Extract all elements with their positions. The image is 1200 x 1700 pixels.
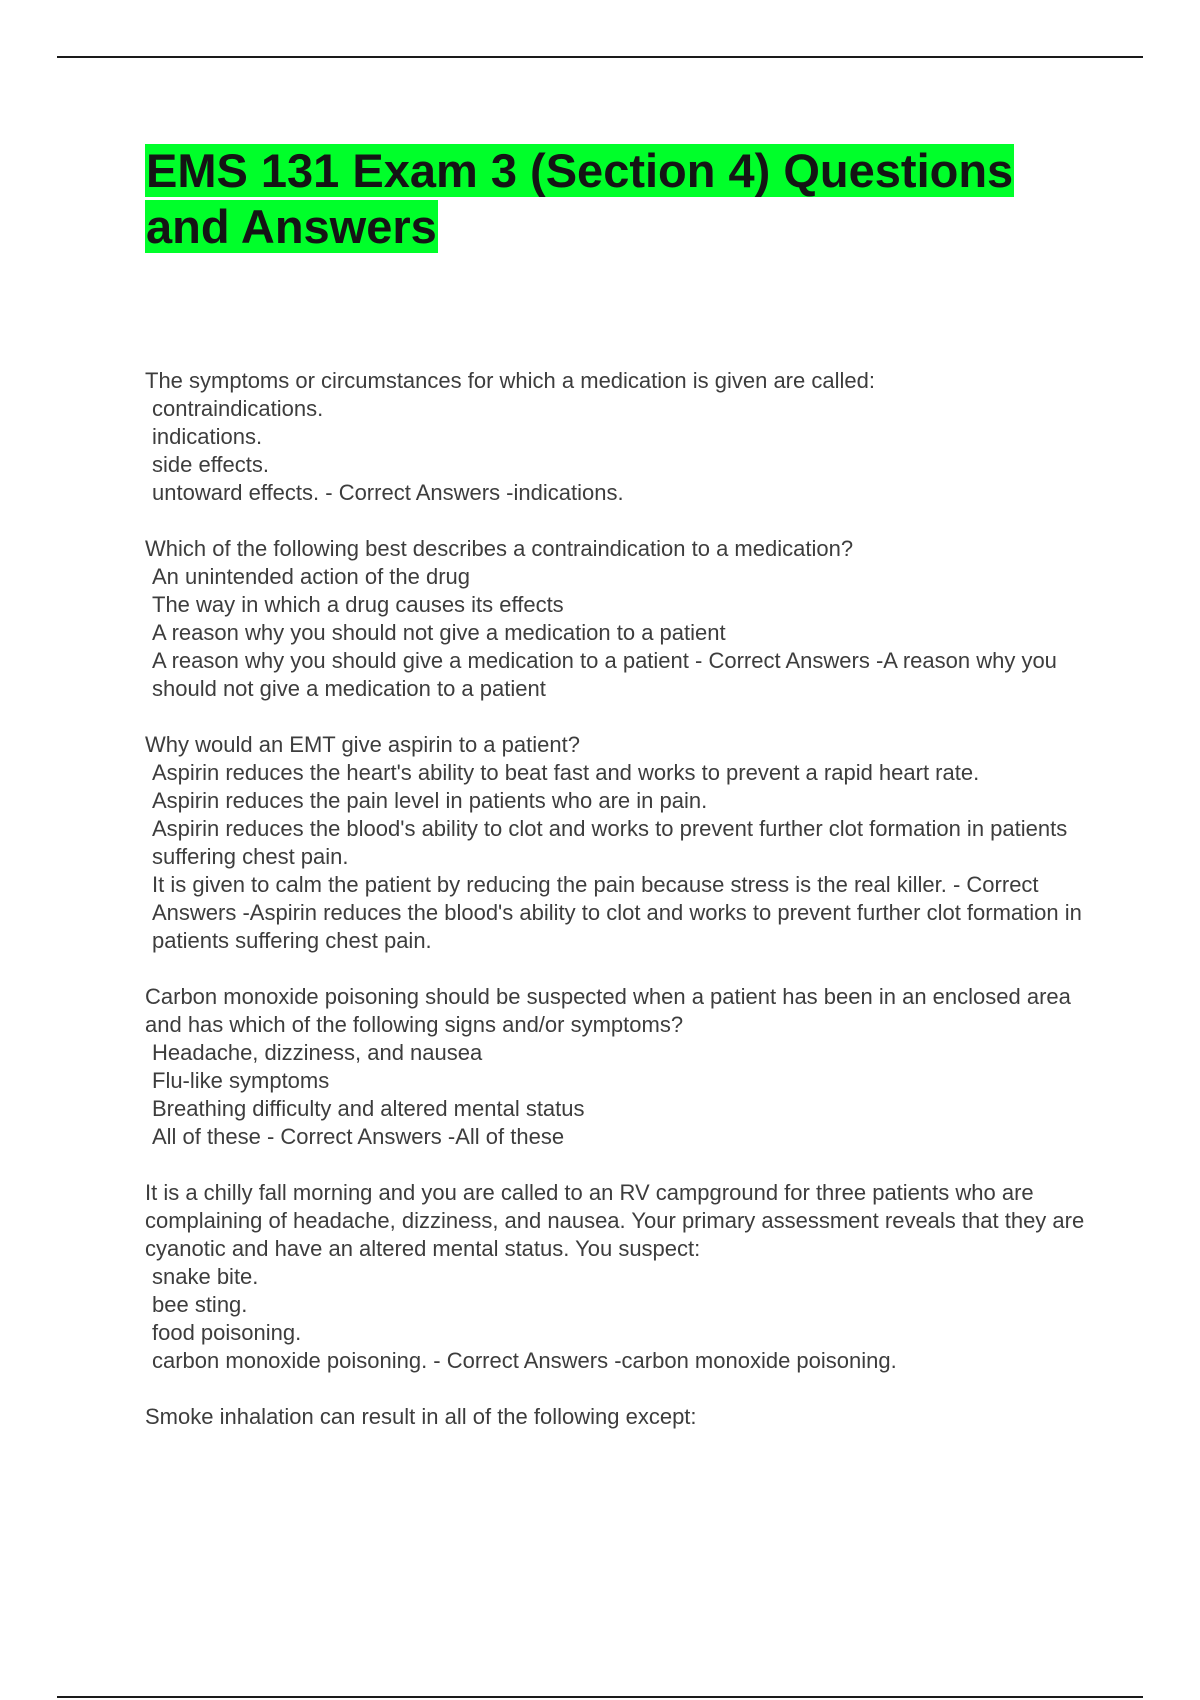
- answer-option-with-correct-answer: carbon monoxide poisoning. - Correct Answers -carbon monoxide poisoning.: [152, 1348, 897, 1373]
- answer-option: Breathing difficulty and altered mental status: [152, 1096, 585, 1121]
- answer-option: A reason why you should not give a medication to a patient: [152, 620, 726, 645]
- answer-option-with-correct-answer: A reason why you should give a medication to a patient - Correct Answers -A reason why you should not give a medication to a patient: [152, 648, 1057, 701]
- answer-option: Flu-like symptoms: [152, 1068, 330, 1093]
- question-text: Carbon monoxide poisoning should be suspected when a patient has been in an enclosed area and has which of the following signs and/or symptoms?: [145, 984, 1071, 1037]
- document-title: [145, 143, 1065, 255]
- question-text: It is a chilly fall morning and you are called to an RV campground for three patients who are complaining of headache, dizziness, and nausea. Your primary assessment reveals that they are cyanotic and have an altered mental status. You suspect:: [145, 1180, 1085, 1261]
- question-text: Why would an EMT give aspirin to a patient?: [145, 732, 580, 757]
- answer-option-with-correct-answer: It is given to calm the patient by reducing the pain because stress is the real killer. - Correct Answers -Aspirin reduces the blood's ability to clot and works to prevent further clot formation in patients suffering chest pain.: [152, 872, 1082, 953]
- question-list: [145, 367, 1085, 1459]
- document-title-text: EMS 131 Exam 3 (Section 4) Questions and Answers: [146, 144, 1014, 253]
- answer-option: food poisoning.: [152, 1320, 302, 1345]
- answer-option: Headache, dizziness, and nausea: [152, 1040, 483, 1065]
- header-rule: [57, 56, 1143, 58]
- answer-option: bee sting.: [152, 1292, 248, 1317]
- question-text: Which of the following best describes a contraindication to a medication?: [145, 536, 854, 561]
- answer-option: The way in which a drug causes its effects: [152, 592, 564, 617]
- question-text: The symptoms or circumstances for which a medication is given are called:: [145, 368, 875, 393]
- answer-option: side effects.: [152, 452, 269, 477]
- question-block-4: [145, 983, 1085, 1151]
- question-block-3: [145, 731, 1085, 955]
- answer-option: contraindications.: [152, 396, 324, 421]
- answer-option: snake bite.: [152, 1264, 259, 1289]
- question-block-5: [145, 1179, 1085, 1375]
- question-block-6: [145, 1403, 1085, 1431]
- question-text: Smoke inhalation can result in all of the following except:: [145, 1404, 697, 1429]
- question-block-1: [145, 367, 1085, 507]
- question-block-2: [145, 535, 1085, 703]
- footer-rule: [57, 1696, 1143, 1698]
- answer-option: Aspirin reduces the pain level in patients who are in pain.: [152, 788, 708, 813]
- answer-option: An unintended action of the drug: [152, 564, 471, 589]
- answer-option-with-correct-answer: untoward effects. - Correct Answers -indications.: [152, 480, 624, 505]
- answer-option: Aspirin reduces the heart's ability to beat fast and works to prevent a rapid heart rate.: [152, 760, 980, 785]
- answer-option: Aspirin reduces the blood's ability to clot and works to prevent further clot formation in patients suffering chest pain.: [152, 816, 1068, 869]
- answer-option-with-correct-answer: All of these - Correct Answers -All of these: [152, 1124, 565, 1149]
- answer-option: indications.: [152, 424, 263, 449]
